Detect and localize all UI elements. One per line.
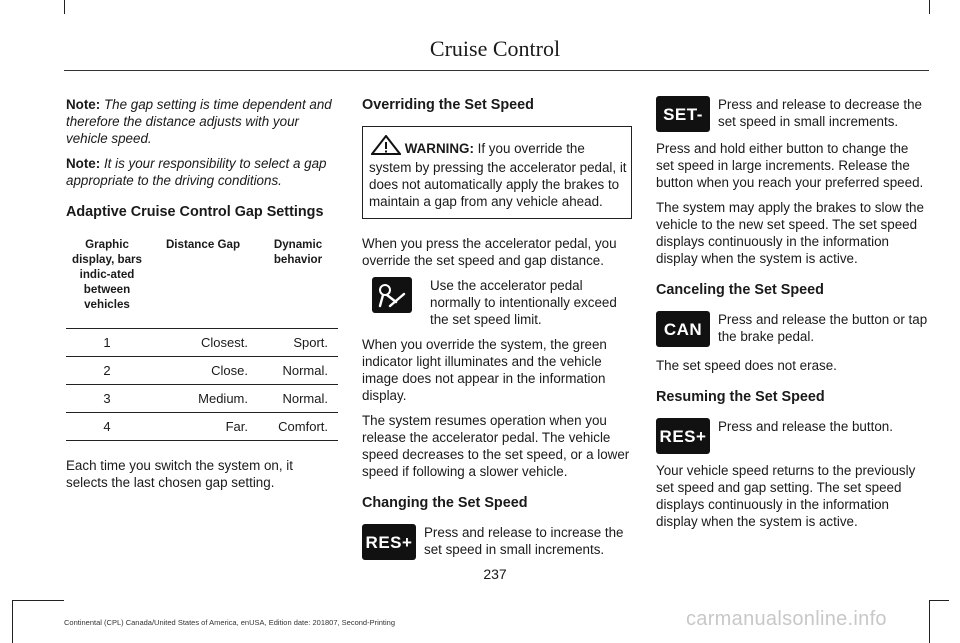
table-header-graphic: Graphic display, bars indic-ated between vehicles bbox=[66, 231, 148, 329]
table-row bbox=[66, 357, 338, 385]
footer-edition: Continental (CPL) Canada/United States of America, enUSA, Edition date: 201807, Second-Printing bbox=[64, 618, 396, 627]
paragraph: Your vehicle speed returns to the previously set speed and gap setting. The set speed displays continuously in the information display when the system is active. bbox=[656, 463, 916, 529]
res-instruction bbox=[362, 524, 632, 560]
note-gap-time bbox=[66, 96, 338, 147]
crop-mark bbox=[929, 600, 949, 601]
table-cell: 3 bbox=[66, 385, 148, 413]
section-heading: Overriding the Set Speed bbox=[362, 97, 534, 113]
section-heading: Changing the Set Speed bbox=[362, 495, 528, 511]
table-cell: Closest. bbox=[148, 329, 258, 357]
warning-text: If you override the system by pressing the accelerator pedal, it does not automatically apply the brakes to maintain a gap from any vehicle ahead. bbox=[369, 141, 627, 209]
paragraph: The set speed does not erase. bbox=[656, 358, 837, 373]
table-heading: Adaptive Cruise Control Gap Settings bbox=[66, 204, 324, 220]
table-cell: Close. bbox=[148, 357, 258, 385]
paragraph: The system resumes operation when you release the accelerator pedal. The vehicle speed decreases to the set speed, or a lower speed if following a slower vehicle. bbox=[362, 413, 630, 479]
table-cell: 1 bbox=[66, 329, 148, 357]
column-3 bbox=[656, 96, 928, 538]
warning-triangle-icon bbox=[371, 135, 401, 159]
gap-settings-table bbox=[66, 231, 338, 441]
crop-mark bbox=[929, 0, 930, 14]
table-cell: Comfort. bbox=[258, 413, 338, 441]
column-2 bbox=[362, 96, 632, 568]
instruction-text: Use the accelerator pedal normally to intentionally exceed the set speed limit. bbox=[430, 278, 617, 327]
page-title: Cruise Control bbox=[429, 36, 561, 61]
crop-mark bbox=[929, 600, 930, 643]
resume-instruction bbox=[656, 418, 928, 454]
accelerator-pedal-icon bbox=[372, 277, 412, 313]
warning-label: WARNING: bbox=[404, 141, 474, 156]
paragraph: Press and hold either button to change the set speed in large increments. Release the button when you reach your preferred speed. bbox=[656, 141, 924, 190]
table-cell: Medium. bbox=[148, 385, 258, 413]
header-divider bbox=[64, 70, 929, 71]
note-label: Note: bbox=[66, 156, 101, 171]
paragraph: When you override the system, the green indicator light illuminates and the vehicle image does not appear in the information display. bbox=[362, 337, 607, 403]
crop-mark bbox=[64, 0, 65, 14]
crop-mark bbox=[12, 600, 64, 601]
section-heading: Resuming the Set Speed bbox=[656, 389, 825, 405]
table-cell: Normal. bbox=[258, 385, 338, 413]
table-header-distance: Distance Gap bbox=[148, 231, 258, 329]
table-row bbox=[66, 329, 338, 357]
table-cell: Far. bbox=[148, 413, 258, 441]
set-minus-button-icon: SET- bbox=[656, 96, 710, 132]
note-text: The gap setting is time dependent and therefore the distance adjusts with your vehicle speed. bbox=[66, 97, 332, 146]
crop-mark bbox=[12, 600, 13, 643]
cancel-button-icon: CAN bbox=[656, 311, 710, 347]
page-number: 237 bbox=[483, 566, 507, 582]
paragraph: When you press the accelerator pedal, you override the set speed and gap distance. bbox=[362, 236, 617, 268]
watermark: carmanualsonline.info bbox=[686, 608, 887, 630]
res-plus-button-icon: RES+ bbox=[362, 524, 416, 560]
table-cell: Sport. bbox=[258, 329, 338, 357]
paragraph: The system may apply the brakes to slow the vehicle to the new set speed. The set speed displays continuously in the information display when the system is active. bbox=[656, 200, 924, 266]
table-header-dynamic: Dynamic behavior bbox=[258, 231, 338, 329]
can-instruction bbox=[656, 311, 928, 347]
note-label: Note: bbox=[66, 97, 101, 112]
pedal-instruction bbox=[362, 277, 632, 328]
instruction-text: Press and release the button. bbox=[718, 419, 893, 434]
table-cell: 4 bbox=[66, 413, 148, 441]
note-text: It is your responsibility to select a gap appropriate to the driving conditions. bbox=[66, 156, 327, 188]
set-instruction bbox=[656, 96, 928, 132]
paragraph: Each time you switch the system on, it selects the last chosen gap setting. bbox=[66, 458, 293, 490]
table-row bbox=[66, 385, 338, 413]
column-1 bbox=[66, 96, 338, 499]
instruction-text: Press and release the button or tap the brake pedal. bbox=[718, 312, 928, 344]
table-row bbox=[66, 413, 338, 441]
table-cell: Normal. bbox=[258, 357, 338, 385]
table-cell: 2 bbox=[66, 357, 148, 385]
section-heading: Canceling the Set Speed bbox=[656, 282, 824, 298]
warning-box bbox=[362, 126, 632, 219]
res-plus-button-icon: RES+ bbox=[656, 418, 710, 454]
note-responsibility bbox=[66, 155, 338, 189]
instruction-text: Press and release to increase the set speed in small increments. bbox=[424, 525, 624, 557]
instruction-text: Press and release to decrease the set speed in small increments. bbox=[718, 97, 922, 129]
